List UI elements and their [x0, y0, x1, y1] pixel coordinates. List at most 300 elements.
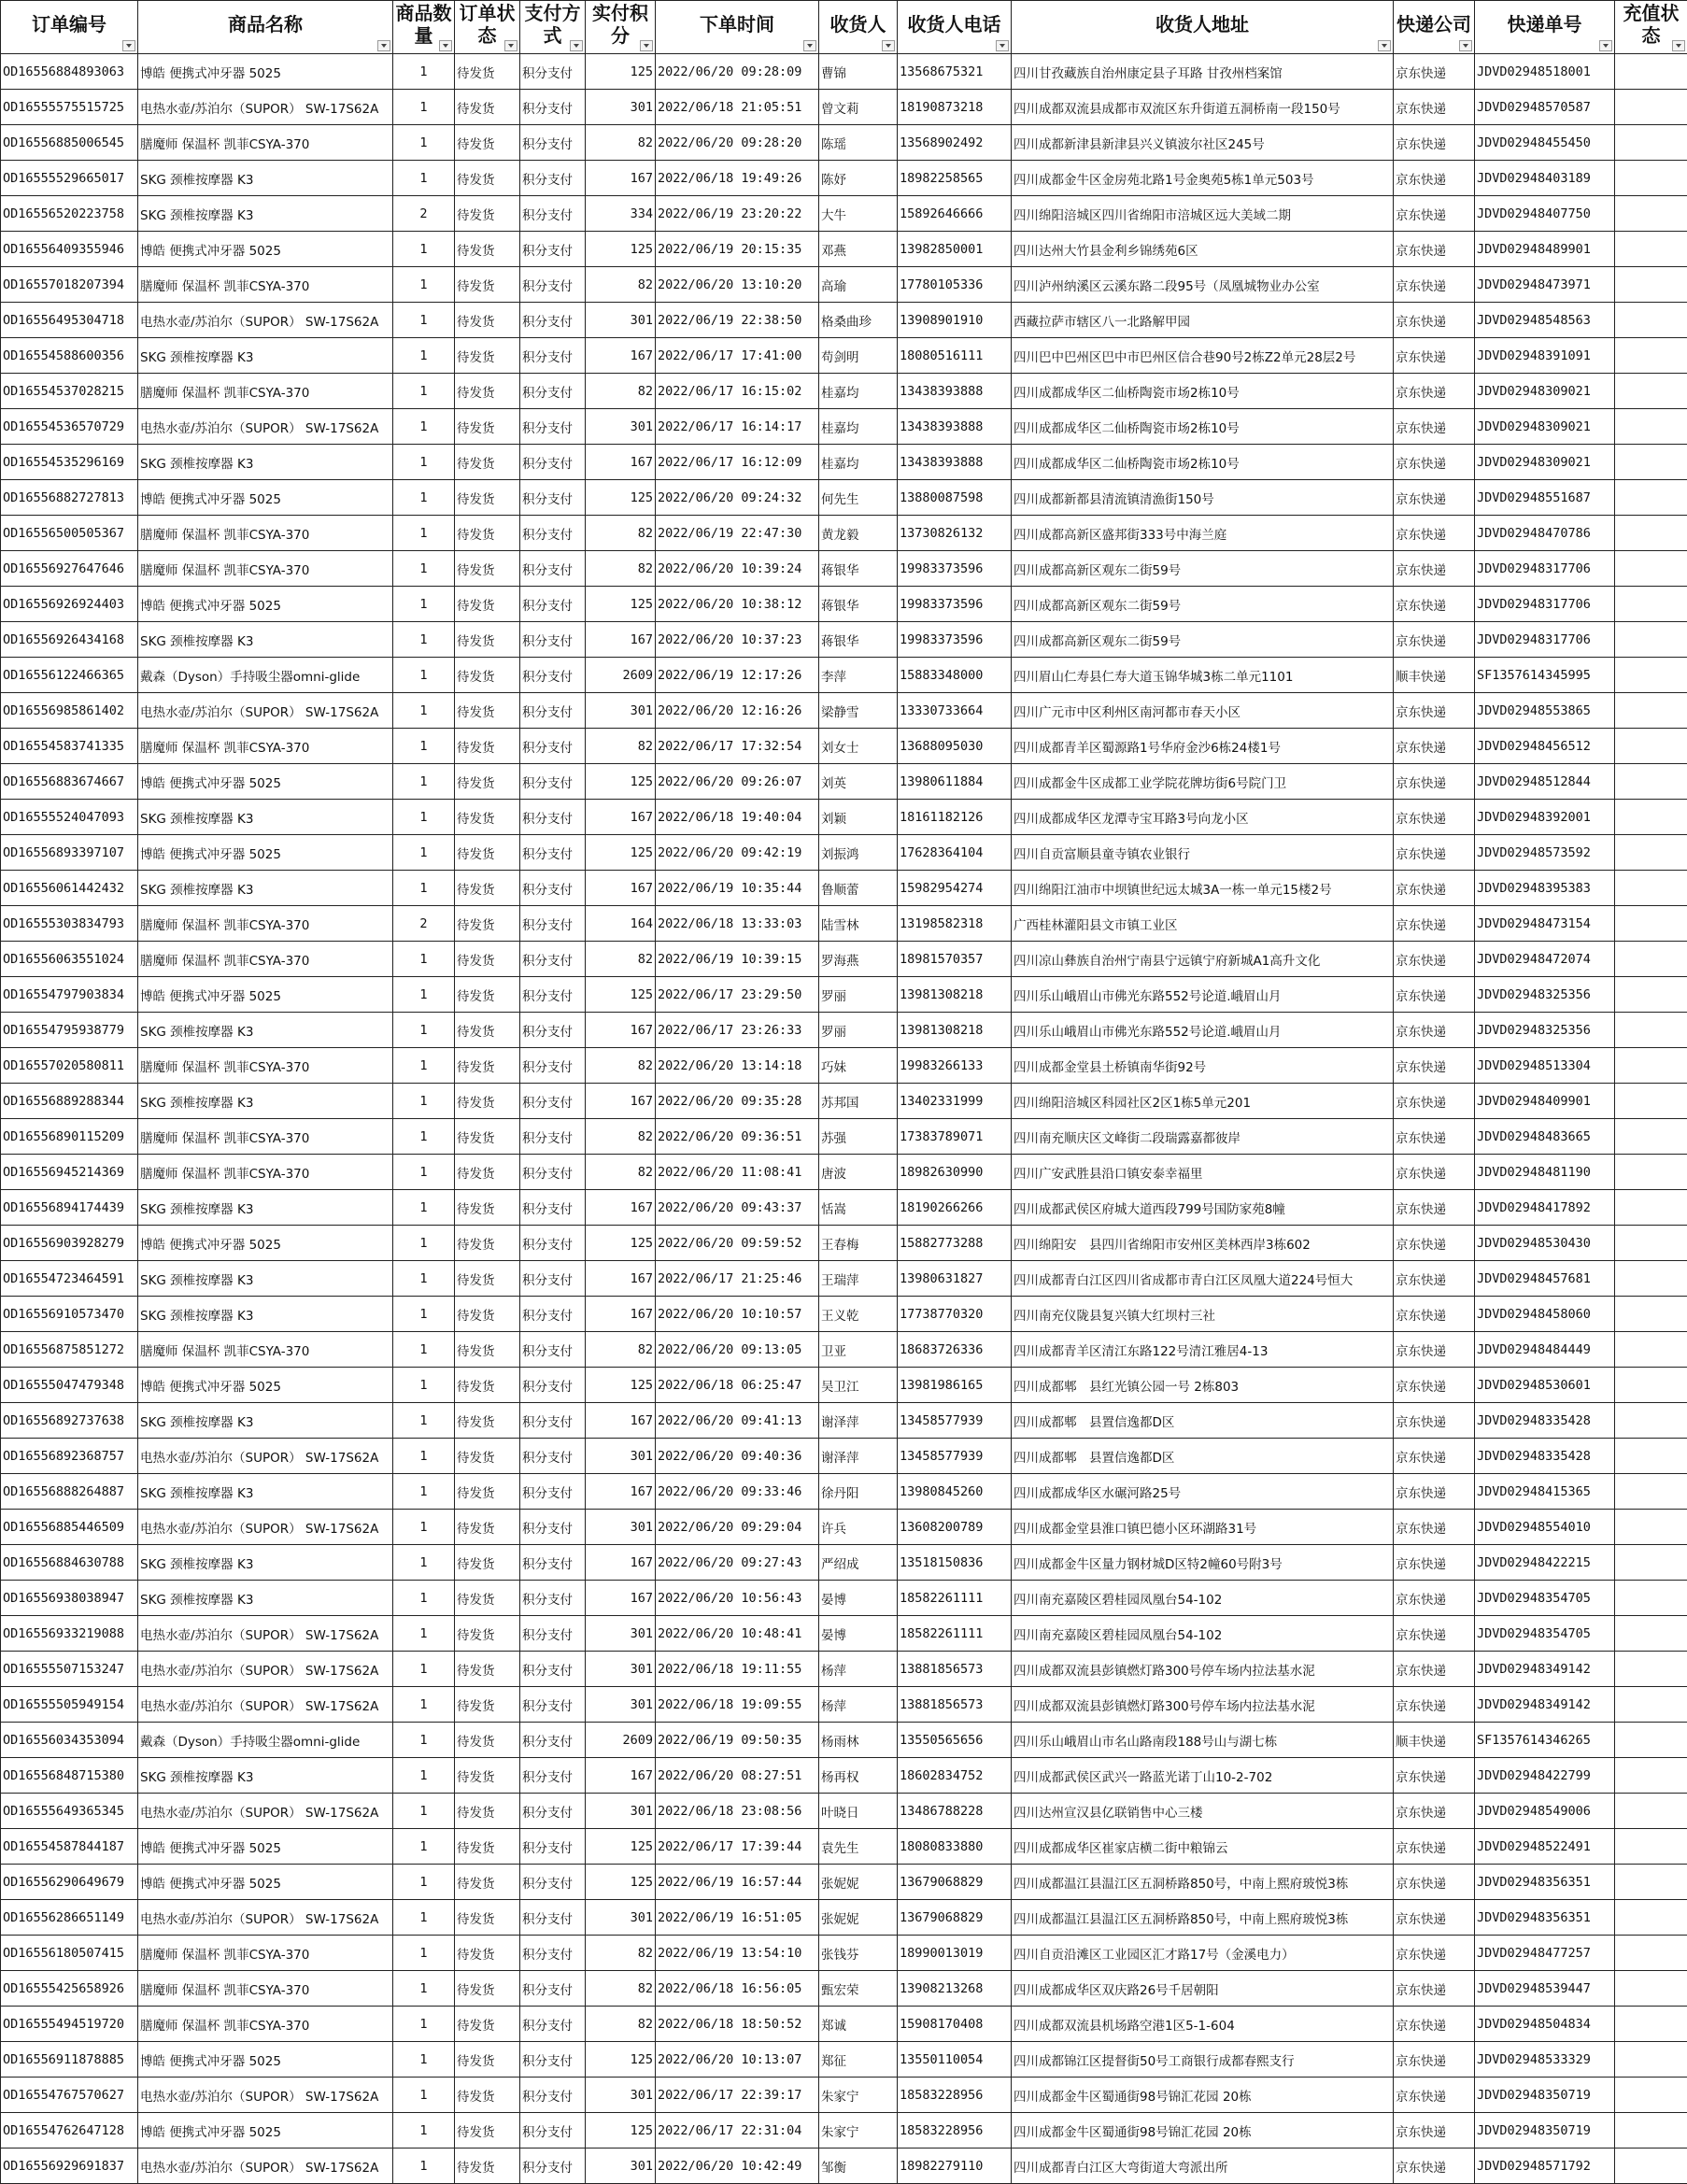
cell-recipient-phone[interactable]: 13679068829: [898, 1900, 1012, 1936]
cell-recharge-status[interactable]: [1615, 693, 1687, 729]
cell-recipient[interactable]: 王义乾: [819, 1297, 898, 1332]
cell-tracking-number[interactable]: JDVD02948551687: [1475, 480, 1615, 516]
cell-recipient-phone[interactable]: 18982279110: [898, 2149, 1012, 2184]
cell-recharge-status[interactable]: [1615, 1545, 1687, 1581]
cell-recipient-phone[interactable]: 18981570357: [898, 942, 1012, 977]
cell-order-status[interactable]: 待发货: [455, 1971, 520, 2007]
cell-courier[interactable]: 京东快递: [1394, 516, 1475, 551]
cell-order-time[interactable]: 2022/06/20 09:36:51: [656, 1119, 819, 1155]
cell-recipient-phone[interactable]: 19983373596: [898, 622, 1012, 658]
cell-recipient[interactable]: 巧妹: [819, 1048, 898, 1084]
cell-courier[interactable]: 京东快递: [1394, 1581, 1475, 1616]
cell-product-name[interactable]: 膳魔师 保温杯 凯菲CSYA-370: [138, 906, 393, 942]
cell-order-time[interactable]: 2022/06/18 19:11:55: [656, 1652, 819, 1687]
cell-recharge-status[interactable]: [1615, 409, 1687, 445]
cell-courier[interactable]: 京东快递: [1394, 1439, 1475, 1474]
cell-product-name[interactable]: 膳魔师 保温杯 凯菲CSYA-370: [138, 125, 393, 161]
cell-payment-method[interactable]: 积分支付: [520, 338, 586, 374]
cell-order-id[interactable]: OD16556890115209: [1, 1119, 138, 1155]
cell-recipient[interactable]: 王春梅: [819, 1226, 898, 1261]
cell-points-paid[interactable]: 125: [586, 1226, 656, 1261]
cell-product-name[interactable]: 电热水壶/苏泊尔（SUPOR） SW-17S62A: [138, 1510, 393, 1545]
filter-dropdown-icon[interactable]: [1378, 40, 1391, 51]
cell-recharge-status[interactable]: [1615, 1794, 1687, 1829]
cell-quantity[interactable]: 1: [393, 1013, 455, 1048]
cell-product-name[interactable]: 电热水壶/苏泊尔（SUPOR） SW-17S62A: [138, 2149, 393, 2184]
cell-quantity[interactable]: 1: [393, 977, 455, 1013]
cell-courier[interactable]: 京东快递: [1394, 729, 1475, 764]
cell-product-name[interactable]: 膳魔师 保温杯 凯菲CSYA-370: [138, 1936, 393, 1971]
cell-order-time[interactable]: 2022/06/20 09:28:09: [656, 54, 819, 90]
cell-order-status[interactable]: 待发货: [455, 1084, 520, 1119]
cell-product-name[interactable]: 膳魔师 保温杯 凯菲CSYA-370: [138, 729, 393, 764]
cell-courier[interactable]: 京东快递: [1394, 2149, 1475, 2184]
cell-order-time[interactable]: 2022/06/20 09:28:20: [656, 125, 819, 161]
cell-recharge-status[interactable]: [1615, 374, 1687, 409]
cell-recipient-phone[interactable]: 15982954274: [898, 871, 1012, 906]
cell-recipient-address[interactable]: 四川成都新津县新津县兴义镇波尔社区245号: [1012, 125, 1394, 161]
cell-order-id[interactable]: OD16556063551024: [1, 942, 138, 977]
cell-product-name[interactable]: 电热水壶/苏泊尔（SUPOR） SW-17S62A: [138, 693, 393, 729]
cell-recipient[interactable]: 苟剑明: [819, 338, 898, 374]
cell-recipient-phone[interactable]: 15908170408: [898, 2007, 1012, 2042]
cell-courier[interactable]: 京东快递: [1394, 1936, 1475, 1971]
cell-recipient-address[interactable]: 四川成都郫 县置信逸都D区: [1012, 1439, 1394, 1474]
cell-order-status[interactable]: 待发货: [455, 338, 520, 374]
cell-recipient[interactable]: 恬嵩: [819, 1190, 898, 1226]
cell-recharge-status[interactable]: [1615, 1084, 1687, 1119]
cell-recharge-status[interactable]: [1615, 1261, 1687, 1297]
cell-tracking-number[interactable]: JDVD02948457681: [1475, 1261, 1615, 1297]
cell-quantity[interactable]: 1: [393, 480, 455, 516]
cell-recipient[interactable]: 苏邦国: [819, 1084, 898, 1119]
cell-courier[interactable]: 京东快递: [1394, 232, 1475, 267]
cell-recipient[interactable]: 许兵: [819, 1510, 898, 1545]
cell-recharge-status[interactable]: [1615, 942, 1687, 977]
cell-payment-method[interactable]: 积分支付: [520, 1474, 586, 1510]
cell-product-name[interactable]: 膳魔师 保温杯 凯菲CSYA-370: [138, 551, 393, 587]
cell-order-id[interactable]: OD16556122466365: [1, 658, 138, 693]
cell-order-time[interactable]: 2022/06/18 19:40:04: [656, 800, 819, 835]
cell-order-time[interactable]: 2022/06/20 10:37:23: [656, 622, 819, 658]
cell-order-time[interactable]: 2022/06/20 09:40:36: [656, 1439, 819, 1474]
cell-quantity[interactable]: 1: [393, 1971, 455, 2007]
cell-payment-method[interactable]: 积分支付: [520, 551, 586, 587]
cell-order-id[interactable]: OD16556061442432: [1, 871, 138, 906]
cell-recipient[interactable]: 谢泽萍: [819, 1403, 898, 1439]
cell-quantity[interactable]: 1: [393, 1900, 455, 1936]
cell-recipient-phone[interactable]: 18583228956: [898, 2113, 1012, 2149]
cell-points-paid[interactable]: 301: [586, 1510, 656, 1545]
cell-order-status[interactable]: 待发货: [455, 445, 520, 480]
cell-quantity[interactable]: 1: [393, 303, 455, 338]
cell-tracking-number[interactable]: JDVD02948477257: [1475, 1936, 1615, 1971]
cell-recipient[interactable]: 吴卫江: [819, 1368, 898, 1403]
cell-product-name[interactable]: SKG 颈椎按摩器 K3: [138, 445, 393, 480]
cell-courier[interactable]: 京东快递: [1394, 1190, 1475, 1226]
cell-courier[interactable]: 京东快递: [1394, 1261, 1475, 1297]
cell-recipient-phone[interactable]: 13881856573: [898, 1652, 1012, 1687]
cell-points-paid[interactable]: 82: [586, 2007, 656, 2042]
cell-courier[interactable]: 京东快递: [1394, 587, 1475, 622]
cell-recipient-phone[interactable]: 15883348000: [898, 658, 1012, 693]
cell-tracking-number[interactable]: JDVD02948573592: [1475, 835, 1615, 871]
cell-order-id[interactable]: OD16555649365345: [1, 1794, 138, 1829]
cell-order-time[interactable]: 2022/06/19 10:35:44: [656, 871, 819, 906]
cell-order-id[interactable]: OD16556848715380: [1, 1758, 138, 1794]
cell-courier[interactable]: 京东快递: [1394, 693, 1475, 729]
cell-product-name[interactable]: 博皓 便携式冲牙器 5025: [138, 232, 393, 267]
cell-order-time[interactable]: 2022/06/17 16:12:09: [656, 445, 819, 480]
cell-recipient-address[interactable]: 四川南充嘉陵区碧桂园凤凰台54-102: [1012, 1616, 1394, 1652]
cell-recharge-status[interactable]: [1615, 1510, 1687, 1545]
cell-order-status[interactable]: 待发货: [455, 587, 520, 622]
cell-product-name[interactable]: 膳魔师 保温杯 凯菲CSYA-370: [138, 1048, 393, 1084]
cell-recipient[interactable]: 张妮妮: [819, 1900, 898, 1936]
cell-tracking-number[interactable]: JDVD02948456512: [1475, 729, 1615, 764]
cell-points-paid[interactable]: 334: [586, 196, 656, 232]
cell-order-time[interactable]: 2022/06/20 09:35:28: [656, 1084, 819, 1119]
cell-recharge-status[interactable]: [1615, 871, 1687, 906]
cell-order-status[interactable]: 待发货: [455, 1936, 520, 1971]
cell-payment-method[interactable]: 积分支付: [520, 409, 586, 445]
cell-courier[interactable]: 京东快递: [1394, 622, 1475, 658]
cell-product-name[interactable]: SKG 颈椎按摩器 K3: [138, 1297, 393, 1332]
cell-points-paid[interactable]: 167: [586, 1084, 656, 1119]
cell-points-paid[interactable]: 167: [586, 622, 656, 658]
cell-order-id[interactable]: OD16556903928279: [1, 1226, 138, 1261]
cell-product-name[interactable]: 膳魔师 保温杯 凯菲CSYA-370: [138, 1332, 393, 1368]
cell-recipient[interactable]: 桂嘉均: [819, 409, 898, 445]
cell-order-time[interactable]: 2022/06/18 21:05:51: [656, 90, 819, 125]
cell-quantity[interactable]: 2: [393, 196, 455, 232]
cell-recharge-status[interactable]: [1615, 764, 1687, 800]
cell-tracking-number[interactable]: JDVD02948356351: [1475, 1900, 1615, 1936]
cell-payment-method[interactable]: 积分支付: [520, 977, 586, 1013]
cell-recharge-status[interactable]: [1615, 1155, 1687, 1190]
cell-order-time[interactable]: 2022/06/20 13:14:18: [656, 1048, 819, 1084]
cell-recipient-phone[interactable]: 18080516111: [898, 338, 1012, 374]
cell-courier[interactable]: 京东快递: [1394, 906, 1475, 942]
cell-recipient[interactable]: 李萍: [819, 658, 898, 693]
cell-recharge-status[interactable]: [1615, 2113, 1687, 2149]
cell-courier[interactable]: 京东快递: [1394, 1226, 1475, 1261]
cell-courier[interactable]: 京东快递: [1394, 338, 1475, 374]
cell-order-time[interactable]: 2022/06/20 09:59:52: [656, 1226, 819, 1261]
cell-payment-method[interactable]: 积分支付: [520, 764, 586, 800]
cell-courier[interactable]: 京东快递: [1394, 90, 1475, 125]
cell-order-time[interactable]: 2022/06/20 09:27:43: [656, 1545, 819, 1581]
cell-order-time[interactable]: 2022/06/19 22:47:30: [656, 516, 819, 551]
cell-recipient-address[interactable]: 四川成都高新区观东二街59号: [1012, 551, 1394, 587]
cell-tracking-number[interactable]: JDVD02948422799: [1475, 1758, 1615, 1794]
cell-payment-method[interactable]: 积分支付: [520, 1794, 586, 1829]
cell-order-id[interactable]: OD16556290649679: [1, 1865, 138, 1900]
cell-recipient[interactable]: 苏强: [819, 1119, 898, 1155]
cell-quantity[interactable]: 1: [393, 445, 455, 480]
cell-points-paid[interactable]: 82: [586, 1048, 656, 1084]
cell-quantity[interactable]: 1: [393, 1723, 455, 1758]
cell-recipient-address[interactable]: 四川南充嘉陵区碧桂园凤凰台54-102: [1012, 1581, 1394, 1616]
cell-order-id[interactable]: OD16554588600356: [1, 338, 138, 374]
cell-points-paid[interactable]: 82: [586, 551, 656, 587]
cell-order-id[interactable]: OD16556409355946: [1, 232, 138, 267]
cell-points-paid[interactable]: 167: [586, 338, 656, 374]
cell-recipient[interactable]: 杨萍: [819, 1652, 898, 1687]
cell-product-name[interactable]: 电热水壶/苏泊尔（SUPOR） SW-17S62A: [138, 2078, 393, 2113]
cell-recharge-status[interactable]: [1615, 1865, 1687, 1900]
cell-recipient[interactable]: 鲁顺蕾: [819, 871, 898, 906]
cell-quantity[interactable]: 1: [393, 2078, 455, 2113]
cell-recharge-status[interactable]: [1615, 906, 1687, 942]
cell-recipient-phone[interactable]: 18161182126: [898, 800, 1012, 835]
cell-order-status[interactable]: 待发货: [455, 1545, 520, 1581]
cell-product-name[interactable]: 博皓 便携式冲牙器 5025: [138, 1368, 393, 1403]
cell-order-id[interactable]: OD16556933219088: [1, 1616, 138, 1652]
cell-tracking-number[interactable]: JDVD02948518001: [1475, 54, 1615, 90]
cell-order-status[interactable]: 待发货: [455, 2113, 520, 2149]
cell-recharge-status[interactable]: [1615, 1013, 1687, 1048]
cell-order-status[interactable]: 待发货: [455, 977, 520, 1013]
cell-recharge-status[interactable]: [1615, 1581, 1687, 1616]
cell-product-name[interactable]: 博皓 便携式冲牙器 5025: [138, 54, 393, 90]
cell-courier[interactable]: 京东快递: [1394, 1829, 1475, 1865]
cell-recharge-status[interactable]: [1615, 2078, 1687, 2113]
cell-payment-method[interactable]: 积分支付: [520, 374, 586, 409]
cell-order-time[interactable]: 2022/06/20 10:39:24: [656, 551, 819, 587]
cell-order-status[interactable]: 待发货: [455, 729, 520, 764]
cell-recipient[interactable]: 蒋银华: [819, 587, 898, 622]
cell-recipient-phone[interactable]: 18982630990: [898, 1155, 1012, 1190]
cell-order-id[interactable]: OD16556500505367: [1, 516, 138, 551]
cell-recipient-phone[interactable]: 18190266266: [898, 1190, 1012, 1226]
cell-tracking-number[interactable]: JDVD02948539447: [1475, 1971, 1615, 2007]
cell-order-status[interactable]: 待发货: [455, 1687, 520, 1723]
cell-points-paid[interactable]: 125: [586, 835, 656, 871]
cell-recharge-status[interactable]: [1615, 1723, 1687, 1758]
cell-recipient-phone[interactable]: 13981308218: [898, 977, 1012, 1013]
cell-points-paid[interactable]: 301: [586, 303, 656, 338]
cell-recipient-phone[interactable]: 13568675321: [898, 54, 1012, 90]
cell-product-name[interactable]: SKG 颈椎按摩器 K3: [138, 1474, 393, 1510]
cell-recipient-phone[interactable]: 19983373596: [898, 587, 1012, 622]
cell-tracking-number[interactable]: JDVD02948473971: [1475, 267, 1615, 303]
cell-courier[interactable]: 京东快递: [1394, 2078, 1475, 2113]
cell-tracking-number[interactable]: JDVD02948317706: [1475, 551, 1615, 587]
cell-product-name[interactable]: 博皓 便携式冲牙器 5025: [138, 835, 393, 871]
cell-points-paid[interactable]: 164: [586, 906, 656, 942]
cell-product-name[interactable]: SKG 颈椎按摩器 K3: [138, 800, 393, 835]
cell-payment-method[interactable]: 积分支付: [520, 1616, 586, 1652]
cell-order-time[interactable]: 2022/06/20 10:13:07: [656, 2042, 819, 2078]
cell-points-paid[interactable]: 167: [586, 1013, 656, 1048]
cell-recipient-phone[interactable]: 13881856573: [898, 1687, 1012, 1723]
cell-recipient-phone[interactable]: 18602834752: [898, 1758, 1012, 1794]
cell-recipient-address[interactable]: 四川成都金牛区蜀通街98号锦汇花园 20栋: [1012, 2113, 1394, 2149]
cell-order-id[interactable]: OD16556894174439: [1, 1190, 138, 1226]
cell-tracking-number[interactable]: JDVD02948549006: [1475, 1794, 1615, 1829]
cell-recipient[interactable]: 徐丹阳: [819, 1474, 898, 1510]
cell-order-status[interactable]: 待发货: [455, 1723, 520, 1758]
cell-recipient-address[interactable]: 四川成都温江县温江区五洞桥路850号，中南上熙府玻悦3栋: [1012, 1900, 1394, 1936]
cell-points-paid[interactable]: 167: [586, 161, 656, 196]
cell-recipient-phone[interactable]: 13458577939: [898, 1439, 1012, 1474]
cell-quantity[interactable]: 1: [393, 1865, 455, 1900]
cell-courier[interactable]: 京东快递: [1394, 2042, 1475, 2078]
cell-order-id[interactable]: OD16556885006545: [1, 125, 138, 161]
cell-order-time[interactable]: 2022/06/20 10:48:41: [656, 1616, 819, 1652]
cell-points-paid[interactable]: 167: [586, 1297, 656, 1332]
cell-payment-method[interactable]: 积分支付: [520, 1865, 586, 1900]
cell-order-status[interactable]: 待发货: [455, 161, 520, 196]
cell-order-status[interactable]: 待发货: [455, 1900, 520, 1936]
cell-order-id[interactable]: OD16555047479348: [1, 1368, 138, 1403]
cell-payment-method[interactable]: 积分支付: [520, 1439, 586, 1474]
cell-recipient-phone[interactable]: 13981308218: [898, 1013, 1012, 1048]
cell-order-time[interactable]: 2022/06/20 13:10:20: [656, 267, 819, 303]
cell-quantity[interactable]: 1: [393, 729, 455, 764]
cell-payment-method[interactable]: 积分支付: [520, 693, 586, 729]
cell-order-id[interactable]: OD16556884630788: [1, 1545, 138, 1581]
cell-courier[interactable]: 京东快递: [1394, 1794, 1475, 1829]
cell-recipient-phone[interactable]: 18190873218: [898, 90, 1012, 125]
cell-product-name[interactable]: 电热水壶/苏泊尔（SUPOR） SW-17S62A: [138, 1794, 393, 1829]
cell-quantity[interactable]: 1: [393, 1474, 455, 1510]
cell-tracking-number[interactable]: JDVD02948415365: [1475, 1474, 1615, 1510]
cell-recipient-phone[interactable]: 13438393888: [898, 409, 1012, 445]
cell-payment-method[interactable]: 积分支付: [520, 125, 586, 161]
cell-recharge-status[interactable]: [1615, 658, 1687, 693]
cell-product-name[interactable]: 博皓 便携式冲牙器 5025: [138, 1829, 393, 1865]
cell-recipient-phone[interactable]: 13550565656: [898, 1723, 1012, 1758]
cell-order-id[interactable]: OD16556892368757: [1, 1439, 138, 1474]
cell-points-paid[interactable]: 2609: [586, 1723, 656, 1758]
cell-product-name[interactable]: 电热水壶/苏泊尔（SUPOR） SW-17S62A: [138, 1439, 393, 1474]
cell-quantity[interactable]: 1: [393, 871, 455, 906]
cell-quantity[interactable]: 1: [393, 1048, 455, 1084]
cell-points-paid[interactable]: 82: [586, 1332, 656, 1368]
cell-quantity[interactable]: 1: [393, 374, 455, 409]
cell-recipient-address[interactable]: 四川成都成华区二仙桥陶瓷市场2栋10号: [1012, 445, 1394, 480]
cell-recipient-address[interactable]: 四川成都金牛区金房苑北路1号金奥苑5栋1单元503号: [1012, 161, 1394, 196]
cell-order-status[interactable]: 待发货: [455, 232, 520, 267]
filter-dropdown-icon[interactable]: [122, 40, 135, 51]
cell-order-time[interactable]: 2022/06/17 16:14:17: [656, 409, 819, 445]
cell-payment-method[interactable]: 积分支付: [520, 1829, 586, 1865]
cell-tracking-number[interactable]: JDVD02948391091: [1475, 338, 1615, 374]
cell-product-name[interactable]: 电热水壶/苏泊尔（SUPOR） SW-17S62A: [138, 90, 393, 125]
cell-quantity[interactable]: 1: [393, 2113, 455, 2149]
cell-points-paid[interactable]: 2609: [586, 658, 656, 693]
cell-recipient-address[interactable]: 四川成都高新区观东二街59号: [1012, 622, 1394, 658]
cell-payment-method[interactable]: 积分支付: [520, 800, 586, 835]
cell-tracking-number[interactable]: SF1357614346265: [1475, 1723, 1615, 1758]
cell-courier[interactable]: 京东快递: [1394, 1119, 1475, 1155]
cell-recipient-phone[interactable]: 13980631827: [898, 1261, 1012, 1297]
cell-points-paid[interactable]: 167: [586, 1758, 656, 1794]
cell-product-name[interactable]: SKG 颈椎按摩器 K3: [138, 1084, 393, 1119]
cell-recipient-phone[interactable]: 13486788228: [898, 1794, 1012, 1829]
cell-points-paid[interactable]: 82: [586, 125, 656, 161]
cell-payment-method[interactable]: 积分支付: [520, 1971, 586, 2007]
cell-recipient-address[interactable]: 四川乐山峨眉山市名山路南段188号山与湖七栋: [1012, 1723, 1394, 1758]
cell-order-id[interactable]: OD16555507153247: [1, 1652, 138, 1687]
cell-tracking-number[interactable]: JDVD02948403189: [1475, 161, 1615, 196]
cell-recipient-address[interactable]: 四川成都锦江区提督街50号工商银行成都春熙支行: [1012, 2042, 1394, 2078]
filter-dropdown-icon[interactable]: [1599, 40, 1612, 51]
cell-payment-method[interactable]: 积分支付: [520, 1119, 586, 1155]
cell-order-id[interactable]: OD16556892737638: [1, 1403, 138, 1439]
cell-tracking-number[interactable]: JDVD02948455450: [1475, 125, 1615, 161]
cell-order-id[interactable]: OD16556911878885: [1, 2042, 138, 2078]
cell-payment-method[interactable]: 积分支付: [520, 1723, 586, 1758]
cell-order-time[interactable]: 2022/06/17 17:32:54: [656, 729, 819, 764]
cell-recipient-address[interactable]: 四川广安武胜县沿口镇安泰幸福里: [1012, 1155, 1394, 1190]
cell-order-time[interactable]: 2022/06/20 09:29:04: [656, 1510, 819, 1545]
cell-quantity[interactable]: 1: [393, 764, 455, 800]
cell-payment-method[interactable]: 积分支付: [520, 480, 586, 516]
cell-recipient-address[interactable]: 四川成都成华区水碾河路25号: [1012, 1474, 1394, 1510]
cell-points-paid[interactable]: 301: [586, 1900, 656, 1936]
cell-recipient-address[interactable]: 四川成都新都县清流镇清漁街150号: [1012, 480, 1394, 516]
cell-order-status[interactable]: 待发货: [455, 1013, 520, 1048]
cell-courier[interactable]: 京东快递: [1394, 267, 1475, 303]
cell-quantity[interactable]: 1: [393, 1332, 455, 1368]
cell-recipient[interactable]: 罗丽: [819, 977, 898, 1013]
cell-recipient[interactable]: 晏博: [819, 1581, 898, 1616]
cell-product-name[interactable]: 电热水壶/苏泊尔（SUPOR） SW-17S62A: [138, 1687, 393, 1723]
cell-payment-method[interactable]: 积分支付: [520, 54, 586, 90]
cell-quantity[interactable]: 1: [393, 622, 455, 658]
cell-recipient-address[interactable]: 四川南充顺庆区文峰街二段瑞露嘉都彼岸: [1012, 1119, 1394, 1155]
cell-recharge-status[interactable]: [1615, 551, 1687, 587]
cell-quantity[interactable]: 1: [393, 1829, 455, 1865]
cell-recipient[interactable]: 格桑曲珍: [819, 303, 898, 338]
cell-order-id[interactable]: OD16554795938779: [1, 1013, 138, 1048]
cell-order-time[interactable]: 2022/06/17 21:25:46: [656, 1261, 819, 1297]
cell-quantity[interactable]: 1: [393, 2042, 455, 2078]
cell-product-name[interactable]: 膳魔师 保温杯 凯菲CSYA-370: [138, 942, 393, 977]
cell-payment-method[interactable]: 积分支付: [520, 161, 586, 196]
cell-recipient-address[interactable]: 四川成都青白江区大弯街道大弯派出所: [1012, 2149, 1394, 2184]
cell-recharge-status[interactable]: [1615, 729, 1687, 764]
cell-order-time[interactable]: 2022/06/17 16:15:02: [656, 374, 819, 409]
cell-courier[interactable]: 顺丰快递: [1394, 1723, 1475, 1758]
cell-payment-method[interactable]: 积分支付: [520, 622, 586, 658]
cell-payment-method[interactable]: 积分支付: [520, 1581, 586, 1616]
filter-dropdown-icon[interactable]: [640, 40, 653, 51]
cell-courier[interactable]: 京东快递: [1394, 1545, 1475, 1581]
cell-order-id[interactable]: OD16554536570729: [1, 409, 138, 445]
cell-payment-method[interactable]: 积分支付: [520, 196, 586, 232]
cell-recipient-address[interactable]: 四川巴中巴州区巴中市巴州区信合巷90号2栋Z2单元28层2号: [1012, 338, 1394, 374]
cell-tracking-number[interactable]: JDVD02948409901: [1475, 1084, 1615, 1119]
cell-points-paid[interactable]: 125: [586, 2113, 656, 2149]
filter-dropdown-icon[interactable]: [803, 40, 816, 51]
cell-recharge-status[interactable]: [1615, 1900, 1687, 1936]
cell-recharge-status[interactable]: [1615, 587, 1687, 622]
cell-payment-method[interactable]: 积分支付: [520, 1758, 586, 1794]
cell-courier[interactable]: 京东快递: [1394, 303, 1475, 338]
cell-recipient-phone[interactable]: 17628364104: [898, 835, 1012, 871]
cell-courier[interactable]: 京东快递: [1394, 1971, 1475, 2007]
cell-tracking-number[interactable]: JDVD02948417892: [1475, 1190, 1615, 1226]
cell-recharge-status[interactable]: [1615, 1687, 1687, 1723]
cell-recipient-address[interactable]: 四川成都高新区观东二街59号: [1012, 587, 1394, 622]
cell-quantity[interactable]: 1: [393, 125, 455, 161]
filter-dropdown-icon[interactable]: [377, 40, 390, 51]
cell-order-status[interactable]: 待发货: [455, 1048, 520, 1084]
